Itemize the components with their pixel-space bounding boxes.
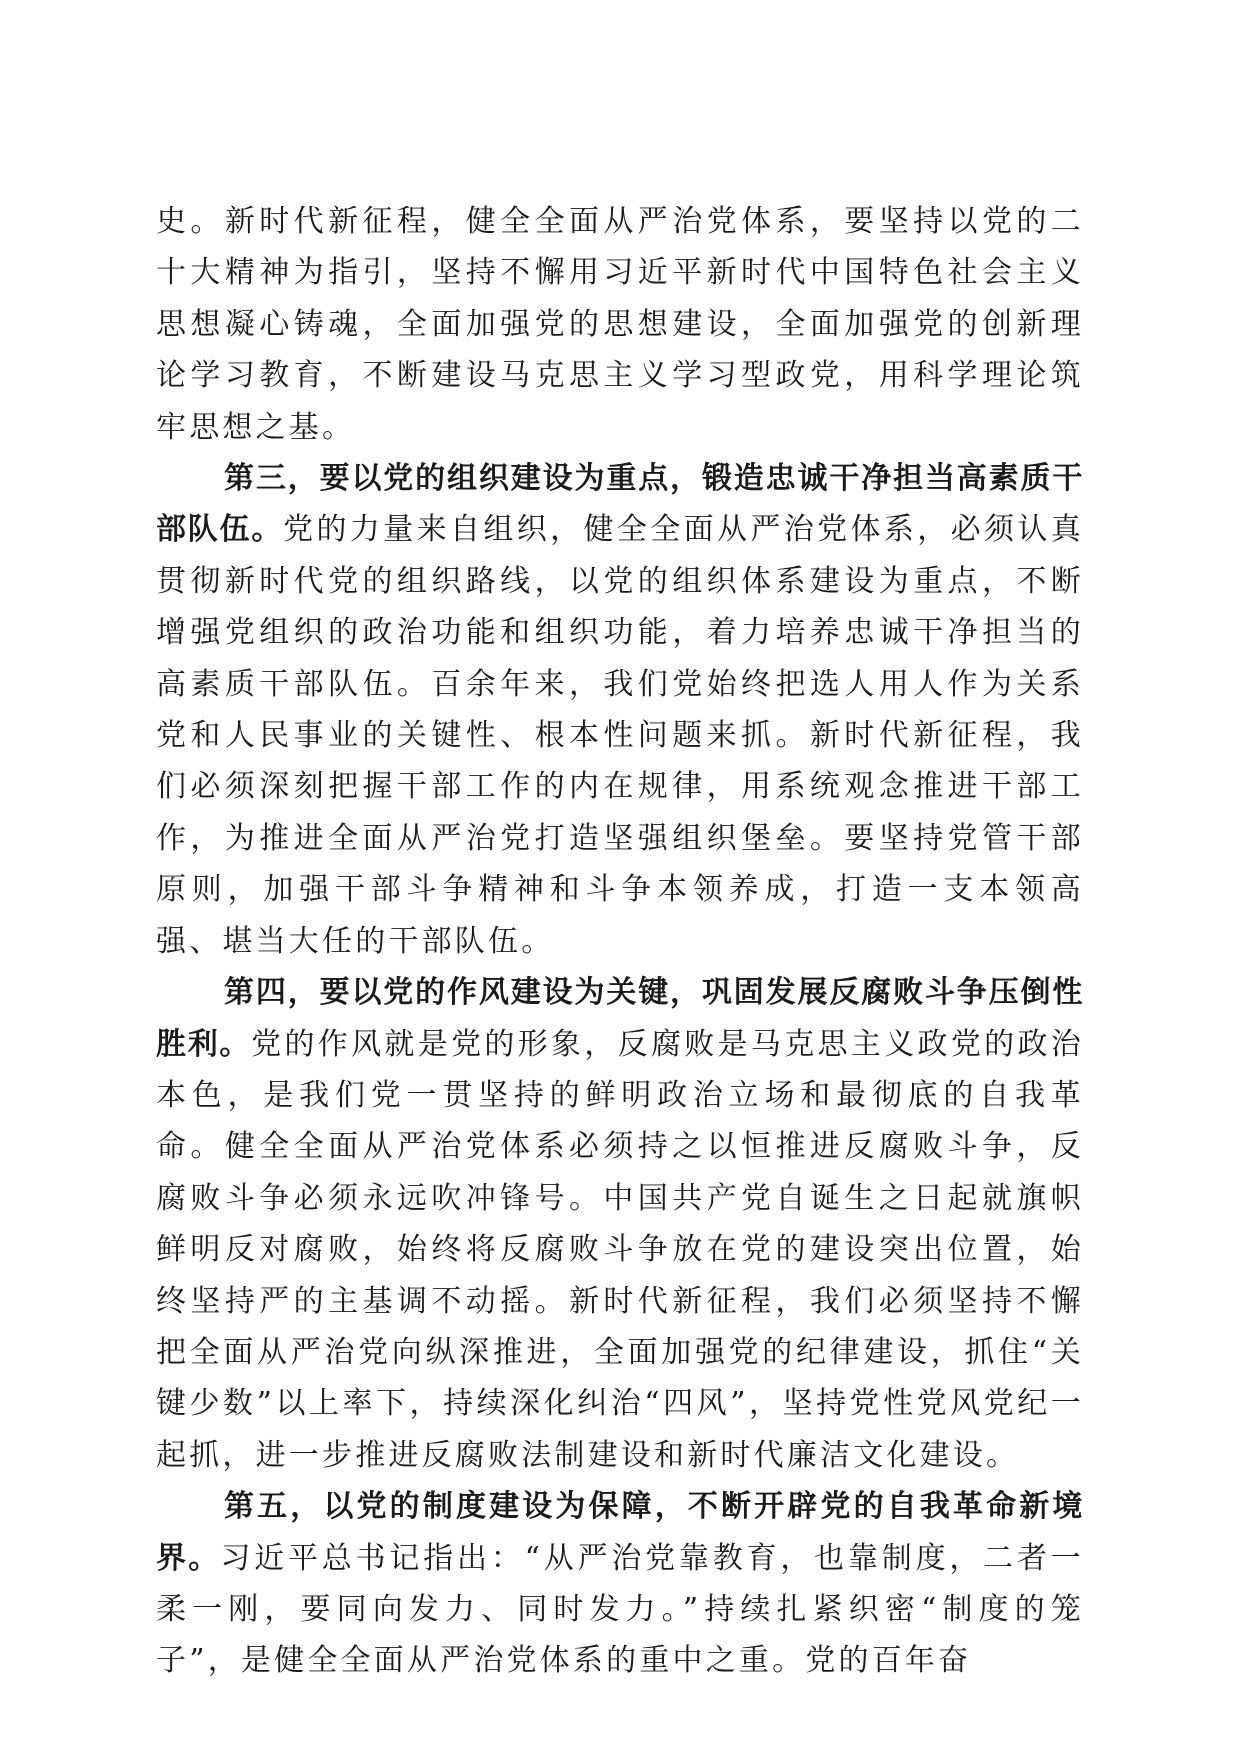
paragraph-body: 党的作风就是党的形象，反腐败是马克思主义政党的政治本色，是我们党一贯坚持的鲜明政治立场和最彻底的自我革命。健全全面从严治党体系必须持之以恒推进反腐败斗争，反腐败斗争必须永远吹冲锋号。中国共产党自诞生之日起就旗帜鲜明反对腐败，始终将反腐败斗争放在党的建设突出位置，始终坚持严的主基调不动摇。新时代新征程，我们必须坚持不懈把全面从严治党向纵深推进，全面加强党的纪律建设，抓住“关键少数”以上率下，持续深化纠治“四风”，坚持党性党风党纪一起抓，进一步推进反腐败法制建设和新时代廉洁文化建设。: [156, 1026, 1084, 1473]
paragraph-fourth-point: [156, 967, 1084, 1481]
paragraph-heading: 第四，要以党的作风建设为关键，巩固发展反腐败斗争压倒性胜利。: [156, 975, 1084, 1062]
paragraph-body: 党的力量来自组织，健全全面从严治党体系，必须认真贯彻新时代党的组织路线，以党的组织体系建设为重点，不断增强党组织的政治功能和组织功能，着力培养忠诚干净担当的高素质干部队伍。百余年来，我们党始终把选人用人作为关系党和人民事业的关键性、根本性问题来抓。新时代新征程，我们必须深刻把握干部工作的内在规律，用系统观念推进干部工作，为推进全面从严治党打造坚强组织堡垒。要坚持党管干部原则，加强干部斗争精神和斗争本领养成，打造一支本领高强、堪当大任的干部队伍。: [156, 512, 1084, 959]
paragraph-body: 史。新时代新征程，健全全面从严治党体系，要坚持以党的二十大精神为指引，坚持不懈用习近平新时代中国特色社会主义思想凝心铸魂，全面加强党的思想建设，全面加强党的创新理论学习教育，不断建设马克思主义学习型政党，用科学理论筑牢思想之基。: [156, 204, 1084, 445]
paragraph-continuation: [156, 196, 1084, 453]
document-body: [156, 196, 1084, 1687]
paragraph-body: 习近平总书记指出：“从严治党靠教育，也靠制度，二者一柔一刚，要同向发力、同时发力。”持续扎紧织密“制度的笼子”，是健全全面从严治党体系的重中之重。党的百年奋: [156, 1540, 1084, 1679]
paragraph-heading: 第五，以党的制度建设为保障，不断开辟党的自我革命新境界。: [156, 1489, 1084, 1576]
paragraph-third-point: [156, 453, 1084, 967]
paragraph-fifth-point: [156, 1481, 1084, 1687]
paragraph-heading: 第三，要以党的组织建设为重点，锻造忠诚干净担当高素质干部队伍。: [156, 461, 1084, 548]
